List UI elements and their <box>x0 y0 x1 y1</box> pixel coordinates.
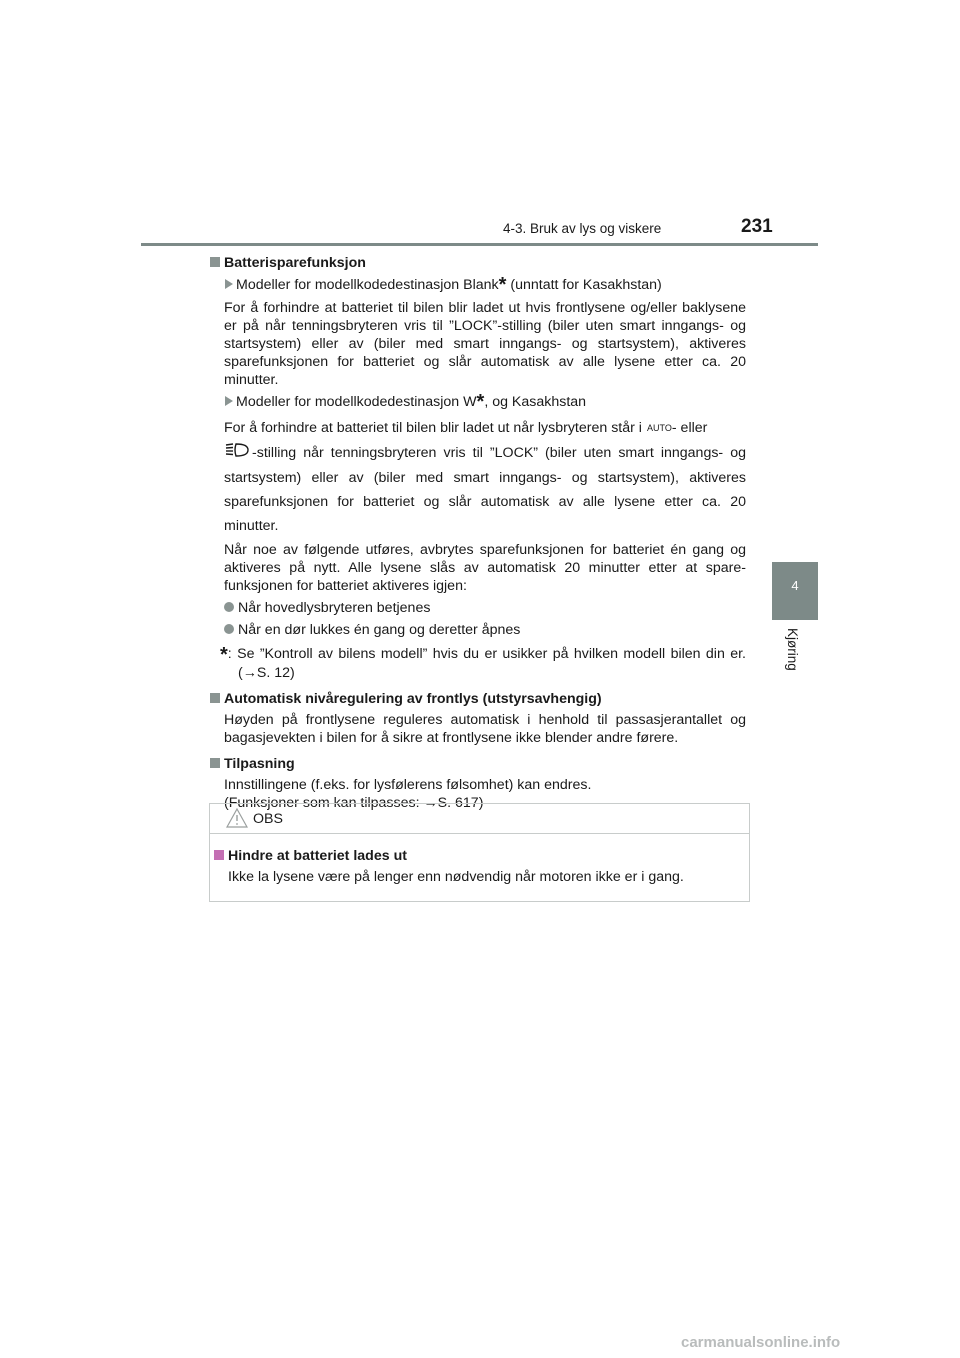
warning-triangle-icon <box>226 808 248 833</box>
headlight-icon <box>224 442 252 466</box>
custom-line-1: Innstillingene (f.eks. for lysfølerens følsomhet) kan endres. <box>224 777 592 793</box>
square-bullet-icon <box>210 758 220 768</box>
page-number: 231 <box>741 216 773 237</box>
triangle-arrow-icon <box>225 396 233 406</box>
caution-box <box>209 803 750 902</box>
caution-text: Ikke la lysene være på lenger enn nødvendig når motoren ikke er i gang. <box>228 869 684 885</box>
caution-header <box>210 804 749 834</box>
leveling-text: Høyden på frontlysene reguleres automatisk i henhold til passasjerantallet og bagasjevekten i bilen for å sikre at frontlysene ikke blender andre førere. <box>224 712 746 746</box>
circle-bullet-icon <box>224 602 234 612</box>
battery-paragraph-2: For å forhindre at batteriet til bilen blir ladet ut når lysbryteren står i AUTO - eller -stilling når tenningsbryteren vris til ”LOCK” (biler uten smart inngangs- og startsystem) eller av (biler med smart inngangs- og startsystem), aktiveres sparefunksjonen for batteriet og slår automatisk av alle lysene etter ca. 20 minutter. <box>210 416 746 538</box>
square-bullet-icon <box>214 850 224 860</box>
model-condition-1: Modeller for modellkodedestinasjon Blank* (unntatt for Kasakhstan) <box>210 276 746 294</box>
model-condition-2: Modeller for modellkodedestinasjon W*, og Kasakhstan <box>210 393 746 411</box>
section-title: 4-3. Bruk av lys og viskere <box>503 221 662 236</box>
battery-heading: Batterisparefunksjon <box>210 254 746 272</box>
main-content <box>210 254 746 812</box>
triangle-arrow-icon <box>225 279 233 289</box>
list-item: Når en dør lukkes én gang og deretter åpnes <box>210 621 746 639</box>
square-bullet-icon <box>210 257 220 267</box>
list-item: Når hovedlysbryteren betjenes <box>210 599 746 617</box>
circle-bullet-icon <box>224 624 234 634</box>
battery-paragraph-1: For å forhindre at batteriet til bilen blir ladet ut hvis frontlysene og/eller baklysene er på når tenningsbryteren vris til ”LOCK”-stilling (biler uten smart inngangs- og startsystem) eller av (biler med smart inngangs- og startsystem), aktiveres sparefunksjonen for batteriet og slår automatisk av alle lysene etter ca. 20 minutter. <box>224 300 746 388</box>
auto-light-icon <box>646 417 672 441</box>
watermark: carmanualsonline.info <box>681 1334 841 1351</box>
footnote: *: Se ”Kontroll av bilens modell” hvis du er usikker på hvilken modell bilen din er. (→S. 12) <box>220 644 746 681</box>
svg-text:AUTO: AUTO <box>646 423 672 433</box>
battery-paragraph-3: Når noe av følgende utføres, avbrytes sparefunksjonen for batteriet én gang og aktiveres på nytt. Alle lysene slås av automatisk 20 minutter etter at sparefunksjonen for batteriet aktiveres igjen: <box>224 542 746 594</box>
caution-title: Hindre at batteriet lades ut <box>214 848 407 864</box>
leveling-heading: Automatisk nivåregulering av frontlys (utstyrsavhengig) <box>210 690 746 708</box>
square-bullet-icon <box>210 693 220 703</box>
caution-label: OBS <box>253 811 283 827</box>
header-rule <box>141 243 818 246</box>
chapter-tab: 4 <box>772 562 818 620</box>
custom-line-2: (Funksjoner som kan tilpasses: →S. 617) <box>224 795 484 811</box>
chapter-label: Kjøring <box>785 628 800 671</box>
custom-heading: Tilpasning <box>210 755 746 773</box>
